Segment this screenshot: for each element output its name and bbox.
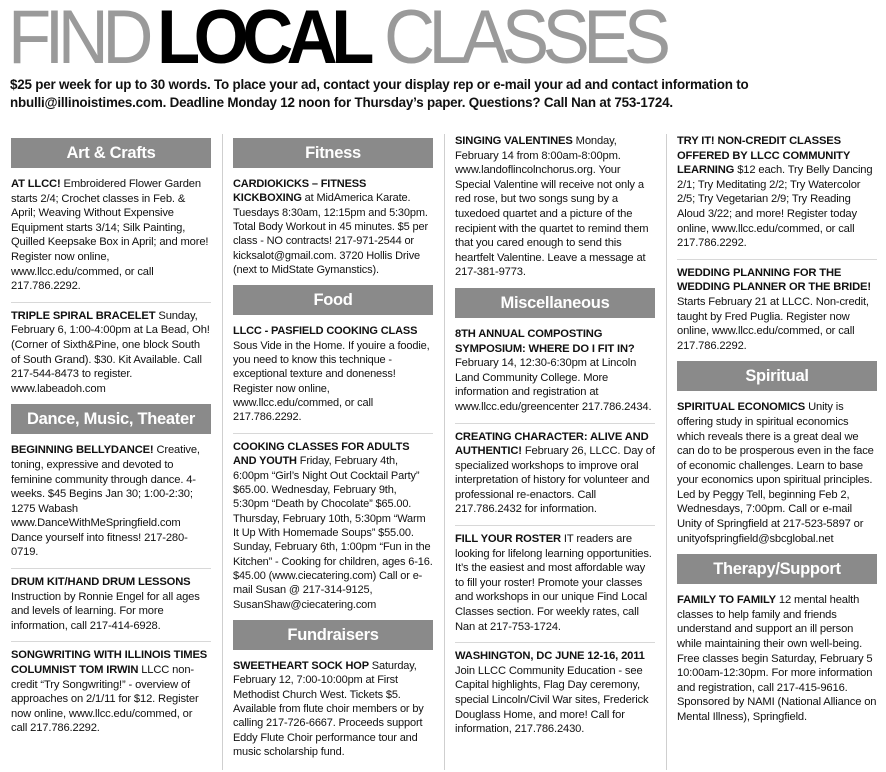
classified-ad <box>233 433 433 612</box>
ad-body: 12 mental health classes to help family and friends understand and support an ill person while maintaining their own well-being. Free classes begin Saturday, February 5 10:00am-12:30pm. For more information and registration, call 217-415-9616. Sponsored by NAMI (National Alliance on Mental Illness), Springfield. <box>677 594 877 723</box>
ad-body: Saturday, February 12, 7:00-10:00pm at First Methodist Church West. Tickets $5. Available from flute choir members or by calling 217-726-6667. Proceeds support Eddy Flute Choir performance tour and music scholarship fund. <box>233 659 424 758</box>
ad-body: Sunday, February 6, 1:00-4:00pm at La Bead, Oh! (Corner of Sixth&Pine, one block South of South Grand). $30. Kit Available. Call 217-544-8473 to register. www.labeadoh.com <box>11 309 210 395</box>
ad-body: Sous Vide in the Home. If youire a foodie, you need to know this technique - exceptional texture and doneness! Register now online, www.llcc.edu/commed, or call 217.786.2292. <box>233 339 430 424</box>
classified-ad <box>455 327 655 415</box>
section-header: Dance, Music, Theater <box>11 404 211 434</box>
ad-body: IT readers are looking for lifelong learning opportunities. It’s the easiest and most affordable way to fill your roster! Promote your classes and workshops in our unique Find Local Classes section. For weekly rates, call Nan at 217-753-1724. <box>455 533 652 633</box>
classified-ad <box>677 593 877 724</box>
section-header: Therapy/Support <box>677 554 877 584</box>
ad-headline: LLCC - PASFIELD COOKING CLASS <box>233 325 418 338</box>
ad-body: February 26, LLCC. Day of specialized workshops to improve oral interpretation of history for volunteer and professional re-enactors. Call 217.786.2432 for information. <box>455 445 655 516</box>
ad-headline: BEGINNING BELLYDANCE! <box>11 444 154 457</box>
section-header: Miscellaneous <box>455 288 655 318</box>
classified-ad <box>233 324 433 424</box>
ad-body: Starts February 21 at LLCC. Non-credit, taught by Fred Puglia. Register now online, www.llcc.edu/commed, or call 217.786.2292. <box>677 295 869 352</box>
ad-headline: CARDIOKICKS – FITNESS KICKBOXING <box>233 178 367 205</box>
masthead-local: LOCAL <box>157 0 369 80</box>
ad-headline: AT LLCC! <box>11 178 61 190</box>
masthead-classes: CLASSES <box>384 0 665 80</box>
masthead <box>8 0 686 80</box>
classified-ad <box>11 568 211 633</box>
ad-headline: TRY IT! NON-CREDIT CLASSES OFFERED BY LLCC COMMUNITY LEARNING <box>677 135 850 177</box>
section-header: Fitness <box>233 138 433 168</box>
ad-headline: WEDDING PLANNING FOR THE WEDDING PLANNER OR THE BRIDE! <box>677 266 871 294</box>
ad-headline: 8TH ANNUAL COMPOSTING SYMPOSIUM: WHERE DO I FIT IN? <box>455 327 635 355</box>
ad-body: Creative, toning, expressive and devoted to feminine community through dance. 4-weeks. $45 Begins Jan 30; 1:00-2:30; 1275 Wabash www.DanceWithMeSpringfield.com Dance yourself into fitness! 217-280-0719. <box>11 444 200 559</box>
ad-headline: DRUM KIT/HAND DRUM LESSONS <box>11 576 191 589</box>
ad-headline: FAMILY TO FAMILY <box>677 594 776 607</box>
section-header: Spiritual <box>677 361 877 391</box>
ad-body: LLCC non-credit “Try Songwriting!” - overview of approaches on 2/1/11 for $12. Register now online, www.llcc.edu/commed, or call 217.786.2292. <box>11 664 199 735</box>
column-divider <box>444 134 445 770</box>
ad-body: Join LLCC Community Education - see Capital highlights, Flag Day ceremony, special Lincoln/Civil War sites, Frederick Douglass Home, and more! Call for information, 217.786.2430. <box>455 664 649 736</box>
ad-headline: COOKING CLASSES FOR ADULTS AND YOUTH <box>233 440 410 468</box>
classified-ad <box>11 443 211 560</box>
ad-headline: CREATING CHARACTER: ALIVE AND AUTHENTIC! <box>455 430 649 458</box>
ad-headline: TRIPLE SPIRAL BRACELET <box>11 309 156 322</box>
column-divider <box>222 134 223 770</box>
ad-body: Unity is offering study in spiritual economics which reveals there is a great deal we can do to be prosperous even in the face of economic challenges. Learn to base your economics upon spiritual principles. Led by Peggy Tell, beginning Feb 2, Wednesdays, 7:00pm. Call or e-mail Unity of Springfield at 217-523-5897 or unityofspringfield@sbcglobal.net <box>677 401 874 545</box>
ad-headline: SINGING VALENTINES <box>455 135 573 147</box>
column-2 <box>233 134 433 767</box>
ad-body: $12 each. Try Belly Dancing 2/1; Try Meditating 2/2; Try Watercolor 2/5; Try Vegetarian 2/9; Try Reading Aloud 3/22; and more! Register today online, www.llcc.edu/commed, or call 217.786.2292. <box>677 164 873 250</box>
classified-ad <box>455 423 655 518</box>
column-1 <box>11 134 211 744</box>
column-3 <box>455 134 655 745</box>
ad-body: Embroidered Flower Garden starts 2/4; Crochet classes in Feb. & April; Weaving Without Expensive Equipment starts 3/14; Silk Painting, Quilled Keepsake Box in April; and more! Register now online, www.llcc.edu/commed, or call 217.786.2292. <box>11 178 209 293</box>
masthead-find: FIND <box>8 0 147 80</box>
ad-headline: WASHINGTON, DC JUNE 12-16, 2011 <box>455 650 645 663</box>
classified-ad <box>455 134 655 280</box>
classified-ad <box>11 177 211 294</box>
classified-ad <box>11 302 211 397</box>
ad-body: February 14, 12:30-6:30pm at Lincoln Land Community College. More information and registration at www.llcc.edu/greencenter 217.786.2434. <box>455 357 652 413</box>
section-header: Fundraisers <box>233 620 433 650</box>
classified-ad <box>11 641 211 736</box>
ad-body: Monday, February 14 from 8:00am-8:00pm. www.landoflincolnchorus.org. Your Special Valentine will receive not only a red rose, but two songs sung by a tuxedoed quartet and a picture of the recipient with the quartet to remind them that you cared enough to send this heartfelt Valentine. Leave a message at 217-381-9773. <box>455 135 649 279</box>
section-header: Art & Crafts <box>11 138 211 168</box>
classified-ad <box>677 134 877 251</box>
ad-body: Instruction by Ronnie Engel for all ages and levels of learning. For more information, call 217-414-6928. <box>11 590 200 632</box>
classified-ad <box>455 525 655 634</box>
classified-ad <box>677 259 877 354</box>
ad-headline: SWEETHEART SOCK HOP <box>233 659 369 672</box>
column-divider <box>666 134 667 770</box>
intro-text: $25 per week for up to 30 words. To place your ad, contact your display rep or e-mail your ad and contact information to nbulli@illinoistimes.com. Deadline Monday 12 noon for Thursday’s paper. Questions? Call Nan at 753-1724. <box>10 77 749 110</box>
classified-ad <box>677 400 877 546</box>
ad-body: at MidAmerica Karate. Tuesdays 8:30am, 12:15pm and 5:30pm. Total Body Workout in 45 minutes. $5 per class - NO contracts! 217-971-2544 or kicksalot@gmail.com. 3720 Hollis Drive (next to MidState Gymanstics). <box>233 192 428 277</box>
classified-ad <box>233 659 433 759</box>
ad-body: Friday, February 4th, 6:00pm “Girl’s Night Out Cocktail Party” $65.00. Wednesday, February 9th, 5:30pm “Death by Chocolate” $65.00. Thursday, February 10th, 5:30pm “Warm It Up With Homemade Soups” $55.00. Sunday, February 6th, 1:00pm “Fun in the Kitchen” - Cooking for children, ages 6-16. $45.00 (www.ciecatering.com) Call or e-mail Susan @ 217-314-9125, SusanShaw@ciecatering.com <box>233 455 433 611</box>
ad-headline: SONGWRITING WITH ILLINOIS TIMES COLUMNIST TOM IRWIN <box>11 649 208 677</box>
column-4 <box>677 134 877 733</box>
section-header: Food <box>233 285 433 315</box>
ad-headline: SPIRITUAL ECONOMICS <box>677 401 806 414</box>
classified-ad <box>455 642 655 737</box>
classified-ad <box>233 177 433 277</box>
ad-headline: FILL YOUR ROSTER <box>455 533 561 546</box>
